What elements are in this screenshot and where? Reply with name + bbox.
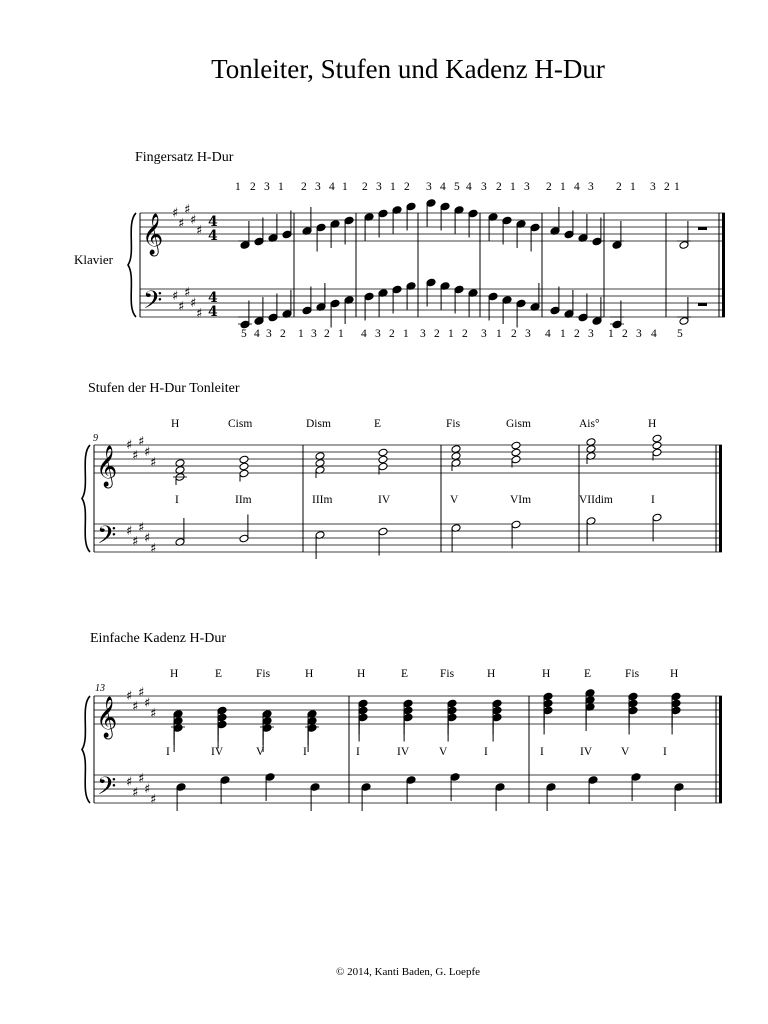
rh-fingers-item: 2 [496, 181, 502, 193]
page-title: Tonleiter, Stufen und Kadenz H-Dur [211, 54, 605, 84]
lh-fingers-item: 4 [651, 328, 657, 340]
sharp-icon: ♯ [178, 216, 185, 232]
deg-roman-item: IIIm [312, 494, 333, 506]
sharp-icon: ♯ [150, 455, 157, 471]
sharp-icon: ♯ [138, 434, 145, 450]
rh-fingers-item: 1 [235, 181, 241, 193]
cad-chords-item: H [357, 668, 366, 680]
rh-fingers-item: 4 [440, 181, 446, 193]
sharp-icon: ♯ [150, 541, 157, 557]
cad-chords-item: Fis [625, 668, 640, 680]
lh-fingers-item: 2 [622, 328, 628, 340]
cad-chords-item: E [215, 668, 223, 680]
cad-chords-item: H [170, 668, 179, 680]
sharp-icon: ♯ [138, 685, 145, 701]
deg-roman-item: I [175, 494, 179, 506]
cad-roman-item: I [484, 746, 488, 758]
lh-fingers-item: 3 [588, 328, 594, 340]
cad-roman-item: IV [211, 746, 224, 758]
lh-fingers-item: 2 [574, 328, 580, 340]
lh-fingers-item: 4 [254, 328, 260, 340]
sharp-icon: ♯ [138, 520, 145, 536]
lh-fingers-item: 1 [338, 328, 344, 340]
time-signature-upper: 4 [208, 214, 218, 230]
rh-fingers-item: 2 [616, 181, 622, 193]
brace [128, 213, 136, 317]
sharp-icon: ♯ [132, 785, 139, 801]
sharp-icon: ♯ [144, 445, 151, 460]
lh-fingers-item: 5 [677, 328, 683, 340]
deg-roman-item: VIm [510, 494, 532, 506]
lh-fingers-item: 3 [420, 328, 426, 340]
rh-fingers-item: 2 [546, 181, 552, 193]
rh-fingers-item: 1 [674, 181, 680, 193]
cad-chords-item: H [487, 668, 496, 680]
sharp-icon: ♯ [196, 306, 203, 322]
cad-roman-item: I [166, 746, 170, 758]
cad-roman-item: IV [397, 746, 410, 758]
chord-note [652, 434, 662, 443]
cad-roman-item: I [356, 746, 360, 758]
chord-note [511, 441, 521, 450]
deg-roman-item: I [651, 494, 655, 506]
rh-fingers-item: 5 [454, 181, 460, 193]
sharp-icon: ♯ [184, 285, 191, 301]
chord-note [378, 455, 388, 464]
rh-fingers-item: 3 [315, 181, 321, 193]
rh-fingers-item: 2 [404, 181, 410, 193]
cad-roman-item: IV [580, 746, 593, 758]
final-barline [719, 696, 722, 803]
sharp-icon: ♯ [132, 699, 139, 715]
deg-chords-item: Dism [306, 418, 331, 430]
measure-number: 9 [93, 433, 98, 444]
measure-number: 13 [95, 683, 105, 694]
rh-fingers-item: 2 [362, 181, 368, 193]
rh-fingers-item: 3 [264, 181, 270, 193]
lh-fingers-item: 3 [375, 328, 381, 340]
rh-fingers-item: 3 [481, 181, 487, 193]
cad-chords-item: H [670, 668, 679, 680]
sharp-icon: ♯ [138, 771, 145, 787]
lh-fingers-item: 2 [389, 328, 395, 340]
sharp-icon: ♯ [196, 223, 203, 239]
lh-fingers-item: 2 [511, 328, 517, 340]
treble-clef-icon: 𝄞 [96, 697, 118, 738]
lh-fingers-item: 3 [481, 328, 487, 340]
sharp-icon: ♯ [144, 696, 151, 711]
cad-chords-item: E [401, 668, 409, 680]
instrument-label: Klavier [74, 252, 113, 267]
lh-fingers-item: 1 [608, 328, 614, 340]
deg-chords-item: E [374, 418, 382, 430]
deg-roman-item: V [450, 494, 459, 506]
final-barline [722, 213, 725, 317]
deg-chords-item: Cism [228, 418, 253, 430]
sharp-icon: ♯ [172, 289, 179, 304]
treble-clef-icon: 𝄞 [96, 446, 118, 487]
sharp-icon: ♯ [126, 689, 133, 704]
lh-fingers-item: 3 [311, 328, 317, 340]
sharp-icon: ♯ [190, 296, 197, 311]
lh-fingers-item: 3 [636, 328, 642, 340]
lh-fingers-item: 3 [525, 328, 531, 340]
sharp-icon: ♯ [132, 448, 139, 464]
time-signature-lower: 4 [208, 228, 218, 244]
treble-clef-icon: 𝄞 [142, 214, 164, 255]
lh-fingers-item: 2 [434, 328, 440, 340]
rh-fingers-item: 2 [301, 181, 307, 193]
rh-fingers-item: 3 [426, 181, 432, 193]
sharp-icon: ♯ [190, 213, 197, 228]
rh-fingers-item: 4 [329, 181, 335, 193]
cad-chords-item: H [305, 668, 314, 680]
rh-fingers-item: 3 [588, 181, 594, 193]
rh-fingers-item: 4 [574, 181, 580, 193]
lh-fingers-item: 1 [496, 328, 502, 340]
chord-note [239, 455, 249, 464]
lh-fingers-item: 5 [241, 328, 247, 340]
rh-fingers-item: 4 [466, 181, 472, 193]
deg-chords-item: Gism [506, 418, 531, 430]
cad-roman-item: I [663, 746, 667, 758]
lh-fingers-item: 1 [560, 328, 566, 340]
half-rest-icon [698, 303, 707, 306]
sharp-icon: ♯ [150, 706, 157, 722]
sharp-icon: ♯ [132, 534, 139, 550]
lh-fingers-item: 1 [448, 328, 454, 340]
rh-fingers-item: 1 [630, 181, 636, 193]
time-signature-upper: 4 [208, 290, 218, 306]
half-rest-icon [698, 227, 707, 230]
cad-roman-item: I [540, 746, 544, 758]
lh-fingers-item: 4 [545, 328, 551, 340]
final-barline [719, 445, 722, 552]
chord-note [652, 441, 662, 450]
rh-fingers-item: 3 [524, 181, 530, 193]
cad-roman-item: V [256, 746, 265, 758]
deg-roman-item: IIm [235, 494, 252, 506]
chord-note [511, 448, 521, 457]
rh-fingers-item: 1 [390, 181, 396, 193]
lh-fingers-item: 1 [403, 328, 409, 340]
lh-fingers-item: 4 [361, 328, 367, 340]
lh-fingers-item: 2 [324, 328, 330, 340]
cad-roman-item: V [621, 746, 630, 758]
deg-roman-item: IV [378, 494, 391, 506]
bass-clef-icon: 𝄢 [97, 521, 117, 556]
cad-roman-item: I [303, 746, 307, 758]
rh-fingers-item: 1 [278, 181, 284, 193]
cad-chords-item: Fis [440, 668, 455, 680]
rh-fingers-item: 2 [250, 181, 256, 193]
deg-chords-item: Ais° [579, 418, 600, 430]
sharp-icon: ♯ [126, 775, 133, 790]
deg-chords-item: H [648, 418, 657, 430]
deg-chords-item: H [171, 418, 180, 430]
cad-chords-item: E [584, 668, 592, 680]
rh-fingers-item: 3 [376, 181, 382, 193]
sharp-icon: ♯ [126, 524, 133, 539]
deg-chords-item: Fis [446, 418, 461, 430]
bass-clef-icon: 𝄢 [143, 286, 163, 321]
rh-fingers-item: 1 [342, 181, 348, 193]
section-label-degrees: Stufen der H-Dur Tonleiter [88, 381, 240, 396]
lh-fingers-item: 2 [280, 328, 286, 340]
rh-fingers-item: 1 [510, 181, 516, 193]
sharp-icon: ♯ [126, 438, 133, 453]
deg-roman-item: VIIdim [579, 494, 613, 506]
rh-fingers-item: 1 [560, 181, 566, 193]
bass-clef-icon: 𝄢 [97, 772, 117, 807]
sharp-icon: ♯ [172, 206, 179, 221]
lh-fingers-item: 2 [462, 328, 468, 340]
lh-fingers-item: 3 [266, 328, 272, 340]
chord-note [378, 448, 388, 457]
cad-roman-item: V [439, 746, 448, 758]
cad-chords-item: Fis [256, 668, 271, 680]
section-label-fingering: Fingersatz H-Dur [135, 150, 234, 165]
lh-fingers-item: 1 [298, 328, 304, 340]
sharp-icon: ♯ [184, 202, 191, 218]
cad-chords-item: H [542, 668, 551, 680]
chord-note [239, 462, 249, 471]
rh-fingers-item: 3 [650, 181, 656, 193]
section-label-cadence: Einfache Kadenz H-Dur [90, 631, 227, 646]
sharp-icon: ♯ [144, 782, 151, 797]
brace [82, 696, 90, 803]
brace [82, 445, 90, 552]
sharp-icon: ♯ [178, 299, 185, 315]
copyright-notice: © 2014, Kanti Baden, G. Loepfe [336, 966, 480, 978]
sharp-icon: ♯ [150, 792, 157, 808]
rh-fingers-item: 2 [664, 181, 670, 193]
sharp-icon: ♯ [144, 531, 151, 546]
time-signature-lower: 4 [208, 304, 218, 320]
